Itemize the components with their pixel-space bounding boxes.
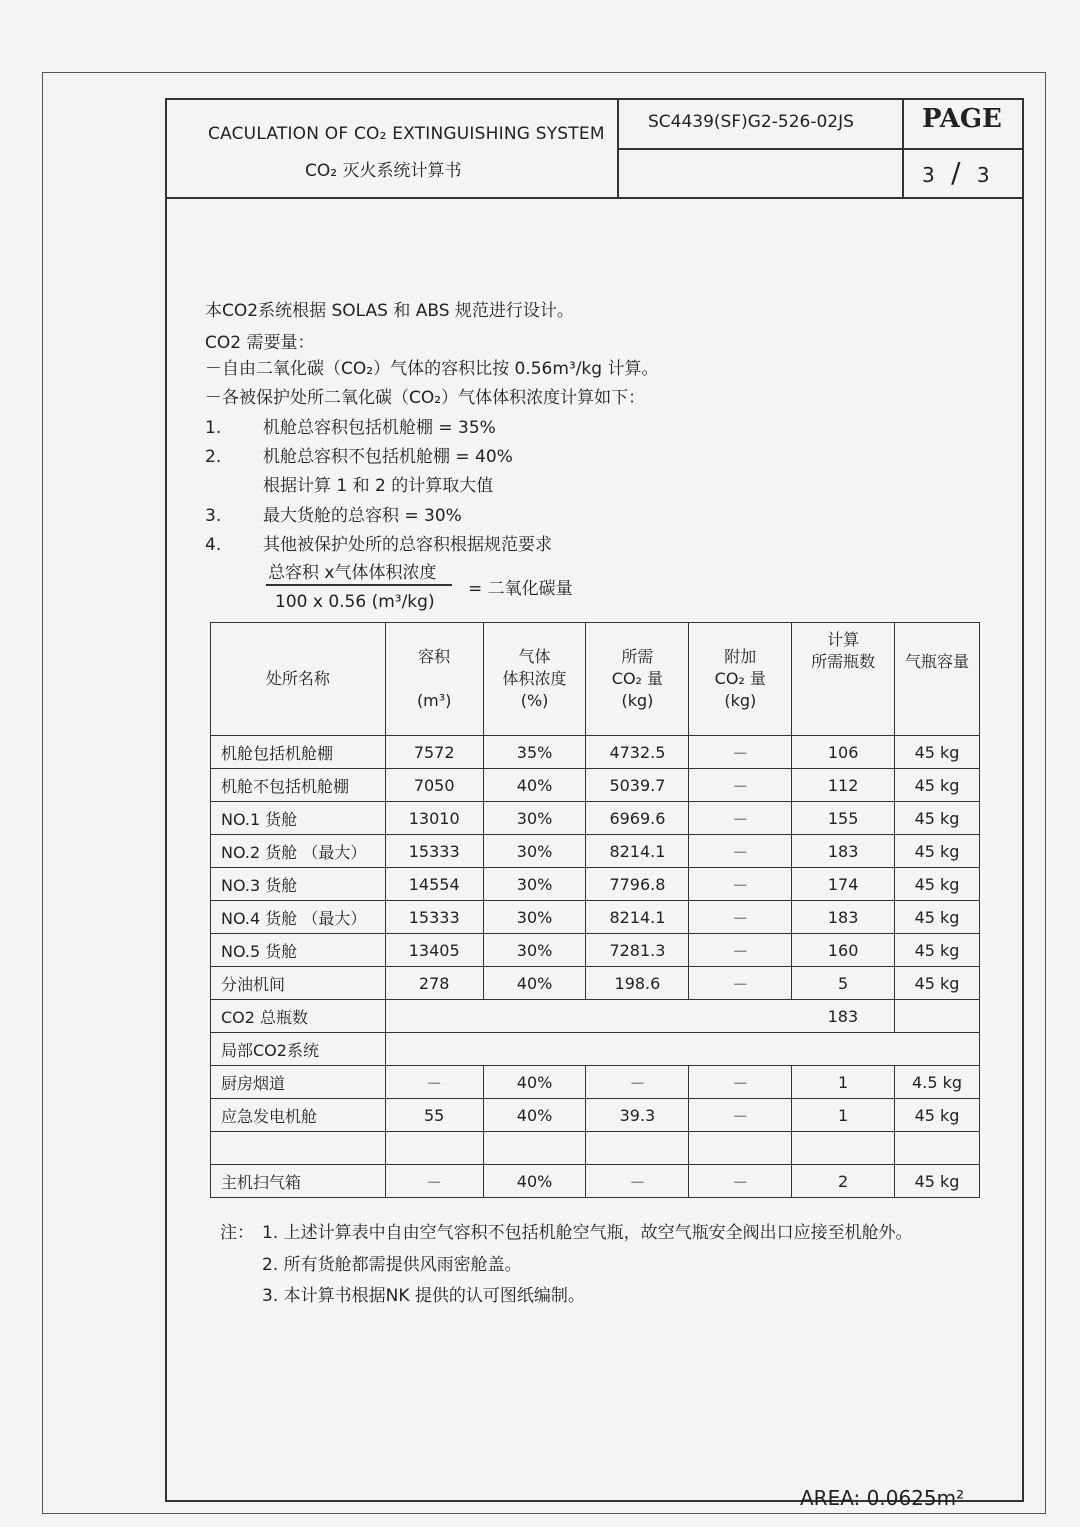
header-concentration: 气体 体积浓度 (%) <box>483 623 586 736</box>
notes-label: 注： <box>220 1223 254 1243</box>
formula-result: = 二氧化碳量 <box>468 579 573 599</box>
cell-additional: － <box>689 967 792 1000</box>
cell-required: 39.3 <box>586 1099 689 1132</box>
cell-volume: 13405 <box>385 934 483 967</box>
cell-required: 4732.5 <box>586 736 689 769</box>
cell-volume: 15333 <box>385 901 483 934</box>
intro-line: 本CO2系统根据 SOLAS 和 ABS 规范进行设计。 <box>205 301 574 321</box>
cell-concentration: 40% <box>483 1165 586 1198</box>
page-number <box>922 156 1002 189</box>
title-chinese: CO₂ 灭火系统计算书 <box>305 161 462 181</box>
cell-concentration: 30% <box>483 934 586 967</box>
cell-volume: 278 <box>385 967 483 1000</box>
list-text: 机舱总容积包括机舱棚 = 35% <box>263 418 496 438</box>
cell-concentration: 40% <box>483 769 586 802</box>
cell-required: 8214.1 <box>586 901 689 934</box>
cell-volume: － <box>385 1066 483 1099</box>
cell-name: 主机扫气箱 <box>211 1165 386 1198</box>
cell-bottles: 155 <box>792 802 895 835</box>
cell-additional: － <box>689 769 792 802</box>
cell-required: 198.6 <box>586 967 689 1000</box>
cell-required: － <box>586 1165 689 1198</box>
header-name: 处所名称 <box>211 623 386 736</box>
cell-bottles: 183 <box>792 835 895 868</box>
cell-concentration: 30% <box>483 868 586 901</box>
page-current: 3 <box>922 163 935 187</box>
cell-volume: 7572 <box>385 736 483 769</box>
cell-name: NO.5 货舱 <box>211 934 386 967</box>
cell-capacity: 45 kg <box>895 967 980 1000</box>
cell-capacity: 45 kg <box>895 1099 980 1132</box>
cell-capacity: 45 kg <box>895 868 980 901</box>
header-bottles: 计算 所需瓶数 <box>792 623 895 736</box>
formula-denominator: 100 x 0.56 (m³/kg) <box>275 592 435 612</box>
header-required-co2: 所需 CO₂ 量 (kg) <box>586 623 689 736</box>
table-row <box>211 901 980 934</box>
cell-volume: 15333 <box>385 835 483 868</box>
cell-concentration: 40% <box>483 967 586 1000</box>
list-item <box>205 442 513 467</box>
table-row <box>211 736 980 769</box>
list-text: 机舱总容积不包括机舱棚 = 40% <box>263 447 513 467</box>
total-label: CO2 总瓶数 <box>211 1000 386 1033</box>
table-row <box>211 868 980 901</box>
cell-concentration: 40% <box>483 1099 586 1132</box>
cell-capacity: 45 kg <box>895 769 980 802</box>
cell-concentration: 35% <box>483 736 586 769</box>
cell-name: 机舱包括机舱棚 <box>211 736 386 769</box>
page-separator: / <box>951 156 961 189</box>
table-row-blank <box>211 1132 980 1165</box>
cell-capacity: 4.5 kg <box>895 1066 980 1099</box>
area-label: AREA: 0.0625m² <box>800 1486 965 1510</box>
note-1: 1. 上述计算表中自由空气容积不包括机舱空气瓶，故空气瓶安全阀出口应接至机舱外。 <box>262 1223 913 1243</box>
cell-required: 8214.1 <box>586 835 689 868</box>
formula-numerator: 总容积 x气体体积浓度 <box>268 563 437 583</box>
list-item <box>205 530 552 555</box>
cell-bottles: 5 <box>792 967 895 1000</box>
cell-concentration: 30% <box>483 802 586 835</box>
cell-volume: 13010 <box>385 802 483 835</box>
header-volume: 容积 (m³) <box>385 623 483 736</box>
cell-name: NO.3 货舱 <box>211 868 386 901</box>
cell-concentration: 40% <box>483 1066 586 1099</box>
cell-additional: － <box>689 736 792 769</box>
cell-concentration: 30% <box>483 835 586 868</box>
title-block-bottom-line <box>165 197 1022 199</box>
cell-capacity: 45 kg <box>895 835 980 868</box>
cell-required: － <box>586 1066 689 1099</box>
table-row <box>211 802 980 835</box>
cell-bottles: 1 <box>792 1099 895 1132</box>
list-number: 2. <box>205 447 222 467</box>
cell-bottles: 1 <box>792 1066 895 1099</box>
cell-volume: － <box>385 1165 483 1198</box>
cell-name: NO.2 货舱 （最大） <box>211 835 386 868</box>
cell-additional: － <box>689 802 792 835</box>
cell-name: 应急发电机舱 <box>211 1099 386 1132</box>
cell-bottles: 183 <box>792 901 895 934</box>
empty-cell <box>385 1033 979 1066</box>
note-2: 2. 所有货舱都需提供风雨密舱盖。 <box>262 1255 522 1275</box>
table-row <box>211 769 980 802</box>
table-row <box>211 835 980 868</box>
cell-capacity: 45 kg <box>895 736 980 769</box>
table-row <box>211 1099 980 1132</box>
table-row-total <box>211 1000 980 1033</box>
total-value: 183 <box>792 1000 895 1033</box>
cell-capacity: 45 kg <box>895 802 980 835</box>
cell-name: NO.4 货舱 （最大） <box>211 901 386 934</box>
page-total: 3 <box>976 163 990 187</box>
intro-line: －各被保护处所二氧化碳（CO₂）气体体积浓度计算如下： <box>205 388 646 408</box>
calculation-table <box>210 622 980 1198</box>
cell-additional: － <box>689 835 792 868</box>
cell-name: 厨房烟道 <box>211 1066 386 1099</box>
table-row-local <box>211 1033 980 1066</box>
cell-name: NO.1 货舱 <box>211 802 386 835</box>
header-additional-co2: 附加 CO₂ 量 (kg) <box>689 623 792 736</box>
note-3: 3. 本计算书根据NK 提供的认可图纸编制。 <box>262 1286 585 1306</box>
cell-additional: － <box>689 1165 792 1198</box>
table-row <box>211 967 980 1000</box>
page-label: PAGE <box>922 104 1002 134</box>
cell-name: 机舱不包括机舱棚 <box>211 769 386 802</box>
title-block-divider <box>617 148 1022 150</box>
cell-bottles: 106 <box>792 736 895 769</box>
list-number: 1. <box>205 418 222 438</box>
cell-additional: － <box>689 901 792 934</box>
cell-bottles: 112 <box>792 769 895 802</box>
list-item <box>205 501 462 526</box>
list-text: 根据计算 1 和 2 的计算取大值 <box>263 476 494 496</box>
intro-line: CO2 需要量： <box>205 333 315 353</box>
cell-additional: － <box>689 1099 792 1132</box>
local-label: 局部CO2系统 <box>211 1033 386 1066</box>
cell-required: 7281.3 <box>586 934 689 967</box>
list-item <box>205 413 496 438</box>
cell-concentration: 30% <box>483 901 586 934</box>
cell-bottles: 160 <box>792 934 895 967</box>
cell-capacity: 45 kg <box>895 901 980 934</box>
table-row <box>211 1066 980 1099</box>
cell-volume: 7050 <box>385 769 483 802</box>
cell-bottles: 174 <box>792 868 895 901</box>
cell-required: 6969.6 <box>586 802 689 835</box>
list-item <box>205 471 493 496</box>
fraction-bar <box>266 584 452 586</box>
intro-line: －自由二氧化碳（CO₂）气体的容积比按 0.56m³/kg 计算。 <box>205 359 659 379</box>
table-row <box>211 934 980 967</box>
empty-cell <box>385 1000 791 1033</box>
cell-required: 7796.8 <box>586 868 689 901</box>
title-english: CACULATION OF CO₂ EXTINGUISHING SYSTEM <box>208 124 605 144</box>
list-text: 其他被保护处所的总容积根据规范要求 <box>263 535 552 555</box>
cell-volume: 55 <box>385 1099 483 1132</box>
list-number: 4. <box>205 535 222 555</box>
cell-required: 5039.7 <box>586 769 689 802</box>
drawing-number: SC4439(SF)G2-526-02JS <box>648 112 854 132</box>
table-header-row <box>211 623 980 736</box>
cell-additional: － <box>689 868 792 901</box>
cell-additional: － <box>689 1066 792 1099</box>
cell-bottles: 2 <box>792 1165 895 1198</box>
list-number: 3. <box>205 506 222 526</box>
table-row <box>211 1165 980 1198</box>
empty-cell <box>895 1000 980 1033</box>
cell-capacity: 45 kg <box>895 1165 980 1198</box>
cell-capacity: 45 kg <box>895 934 980 967</box>
header-capacity: 气瓶容量 <box>895 623 980 736</box>
cell-name: 分油机间 <box>211 967 386 1000</box>
cell-additional: － <box>689 934 792 967</box>
cell-volume: 14554 <box>385 868 483 901</box>
list-text: 最大货舱的总容积 = 30% <box>263 506 462 526</box>
